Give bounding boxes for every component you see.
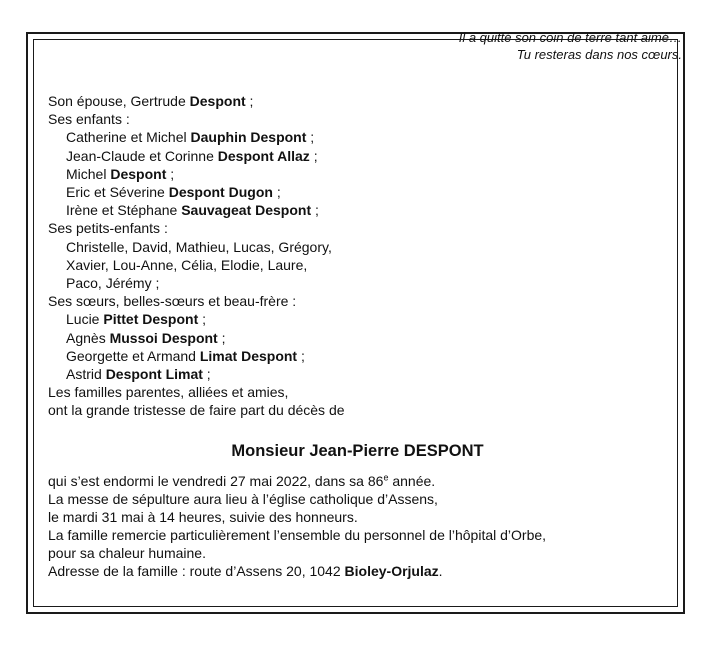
mass-line: le mardi 31 mai à 14 heures, suivie des honneurs. [48, 508, 358, 525]
text: qui s’est endormi le vendredi 27 mai 2022, dans sa 86 [48, 473, 384, 489]
surname: Limat Despont [199, 347, 298, 364]
wife-line [48, 92, 345, 110]
surname: Despont [189, 93, 246, 109]
text: ; [198, 311, 207, 328]
text: ; [245, 93, 254, 109]
thanks-line: La famille remercie particulièrement l’ensemble du personnel de l’hôpital d’Orbe, [48, 526, 547, 543]
text: ; [306, 129, 315, 146]
grandchildren-line: Xavier, Lou-Anne, Célia, Elodie, Laure, [66, 256, 308, 273]
text: Catherine et Michel [66, 129, 191, 146]
text: Georgette et Armand [66, 347, 200, 364]
surname: Despont [110, 165, 167, 182]
text: Adresse de la famille : route d’Assens 20, 1042 [48, 562, 345, 579]
epigraph-line: Tu resteras dans nos cœurs. [516, 47, 682, 62]
text: Eric et Séverine [66, 184, 169, 201]
child-entry [48, 128, 345, 146]
epigraph-line: Il a quitté son coin de terre tant aimé… [458, 30, 682, 45]
text: Jean-Claude et Corinne [66, 147, 218, 164]
text: ; [202, 366, 211, 383]
surname: Sauvageat Despont [181, 202, 312, 219]
child-entry [48, 165, 345, 183]
address-line [48, 563, 546, 581]
sibling-entry [48, 365, 345, 383]
surname: Despont Limat [105, 366, 203, 383]
death-line [48, 473, 546, 491]
text: ; [217, 329, 226, 346]
text: Son épouse, Gertrude [48, 93, 190, 109]
text: ; [311, 202, 319, 219]
children-heading: Ses enfants : [48, 111, 130, 128]
text: année. [388, 473, 436, 489]
announcement-details [48, 473, 546, 580]
families-line: Les familles parentes, alliées et amies, [48, 384, 289, 401]
text: Lucie [66, 311, 104, 328]
surname: Despont Allaz [217, 147, 310, 164]
text: Astrid [66, 366, 106, 383]
sibling-entry [48, 329, 345, 347]
child-entry [48, 183, 345, 201]
sibling-entry [48, 347, 345, 365]
grandchildren-line: Paco, Jérémy ; [66, 275, 160, 292]
deceased-name: Monsieur Jean-Pierre DESPONT [231, 442, 484, 460]
text: ; [272, 184, 281, 201]
grandchildren-heading: Ses petits-enfants : [48, 220, 168, 237]
text: ; [166, 165, 175, 182]
text: Michel [66, 165, 111, 182]
child-entry [48, 201, 345, 219]
surname: Mussoi Despont [109, 329, 218, 346]
text: Irène et Stéphane [66, 202, 182, 219]
announcement-body [48, 92, 345, 420]
ordinal-suffix: e [383, 472, 389, 483]
families-line: ont la grande tristesse de faire part du décès de [48, 402, 345, 419]
mass-line: La messe de sépulture aura lieu à l’église catholique d’Assens, [48, 490, 438, 507]
thanks-line: pour sa chaleur humaine. [48, 544, 206, 561]
locality: Bioley-Orjulaz [344, 562, 439, 579]
text: . [438, 562, 443, 579]
surname: Pittet Despont [103, 311, 199, 328]
grandchildren-line: Christelle, David, Mathieu, Lucas, Grégory, [66, 238, 332, 255]
sibling-entry [48, 310, 345, 328]
child-entry [48, 147, 345, 165]
text: Agnès [66, 329, 110, 346]
text: ; [297, 347, 305, 364]
siblings-heading: Ses sœurs, belles-sœurs et beau-frère : [48, 293, 297, 310]
surname: Despont Dugon [168, 184, 273, 201]
epigraph [459, 29, 682, 63]
text: ; [309, 147, 318, 164]
surname: Dauphin Despont [190, 129, 307, 146]
